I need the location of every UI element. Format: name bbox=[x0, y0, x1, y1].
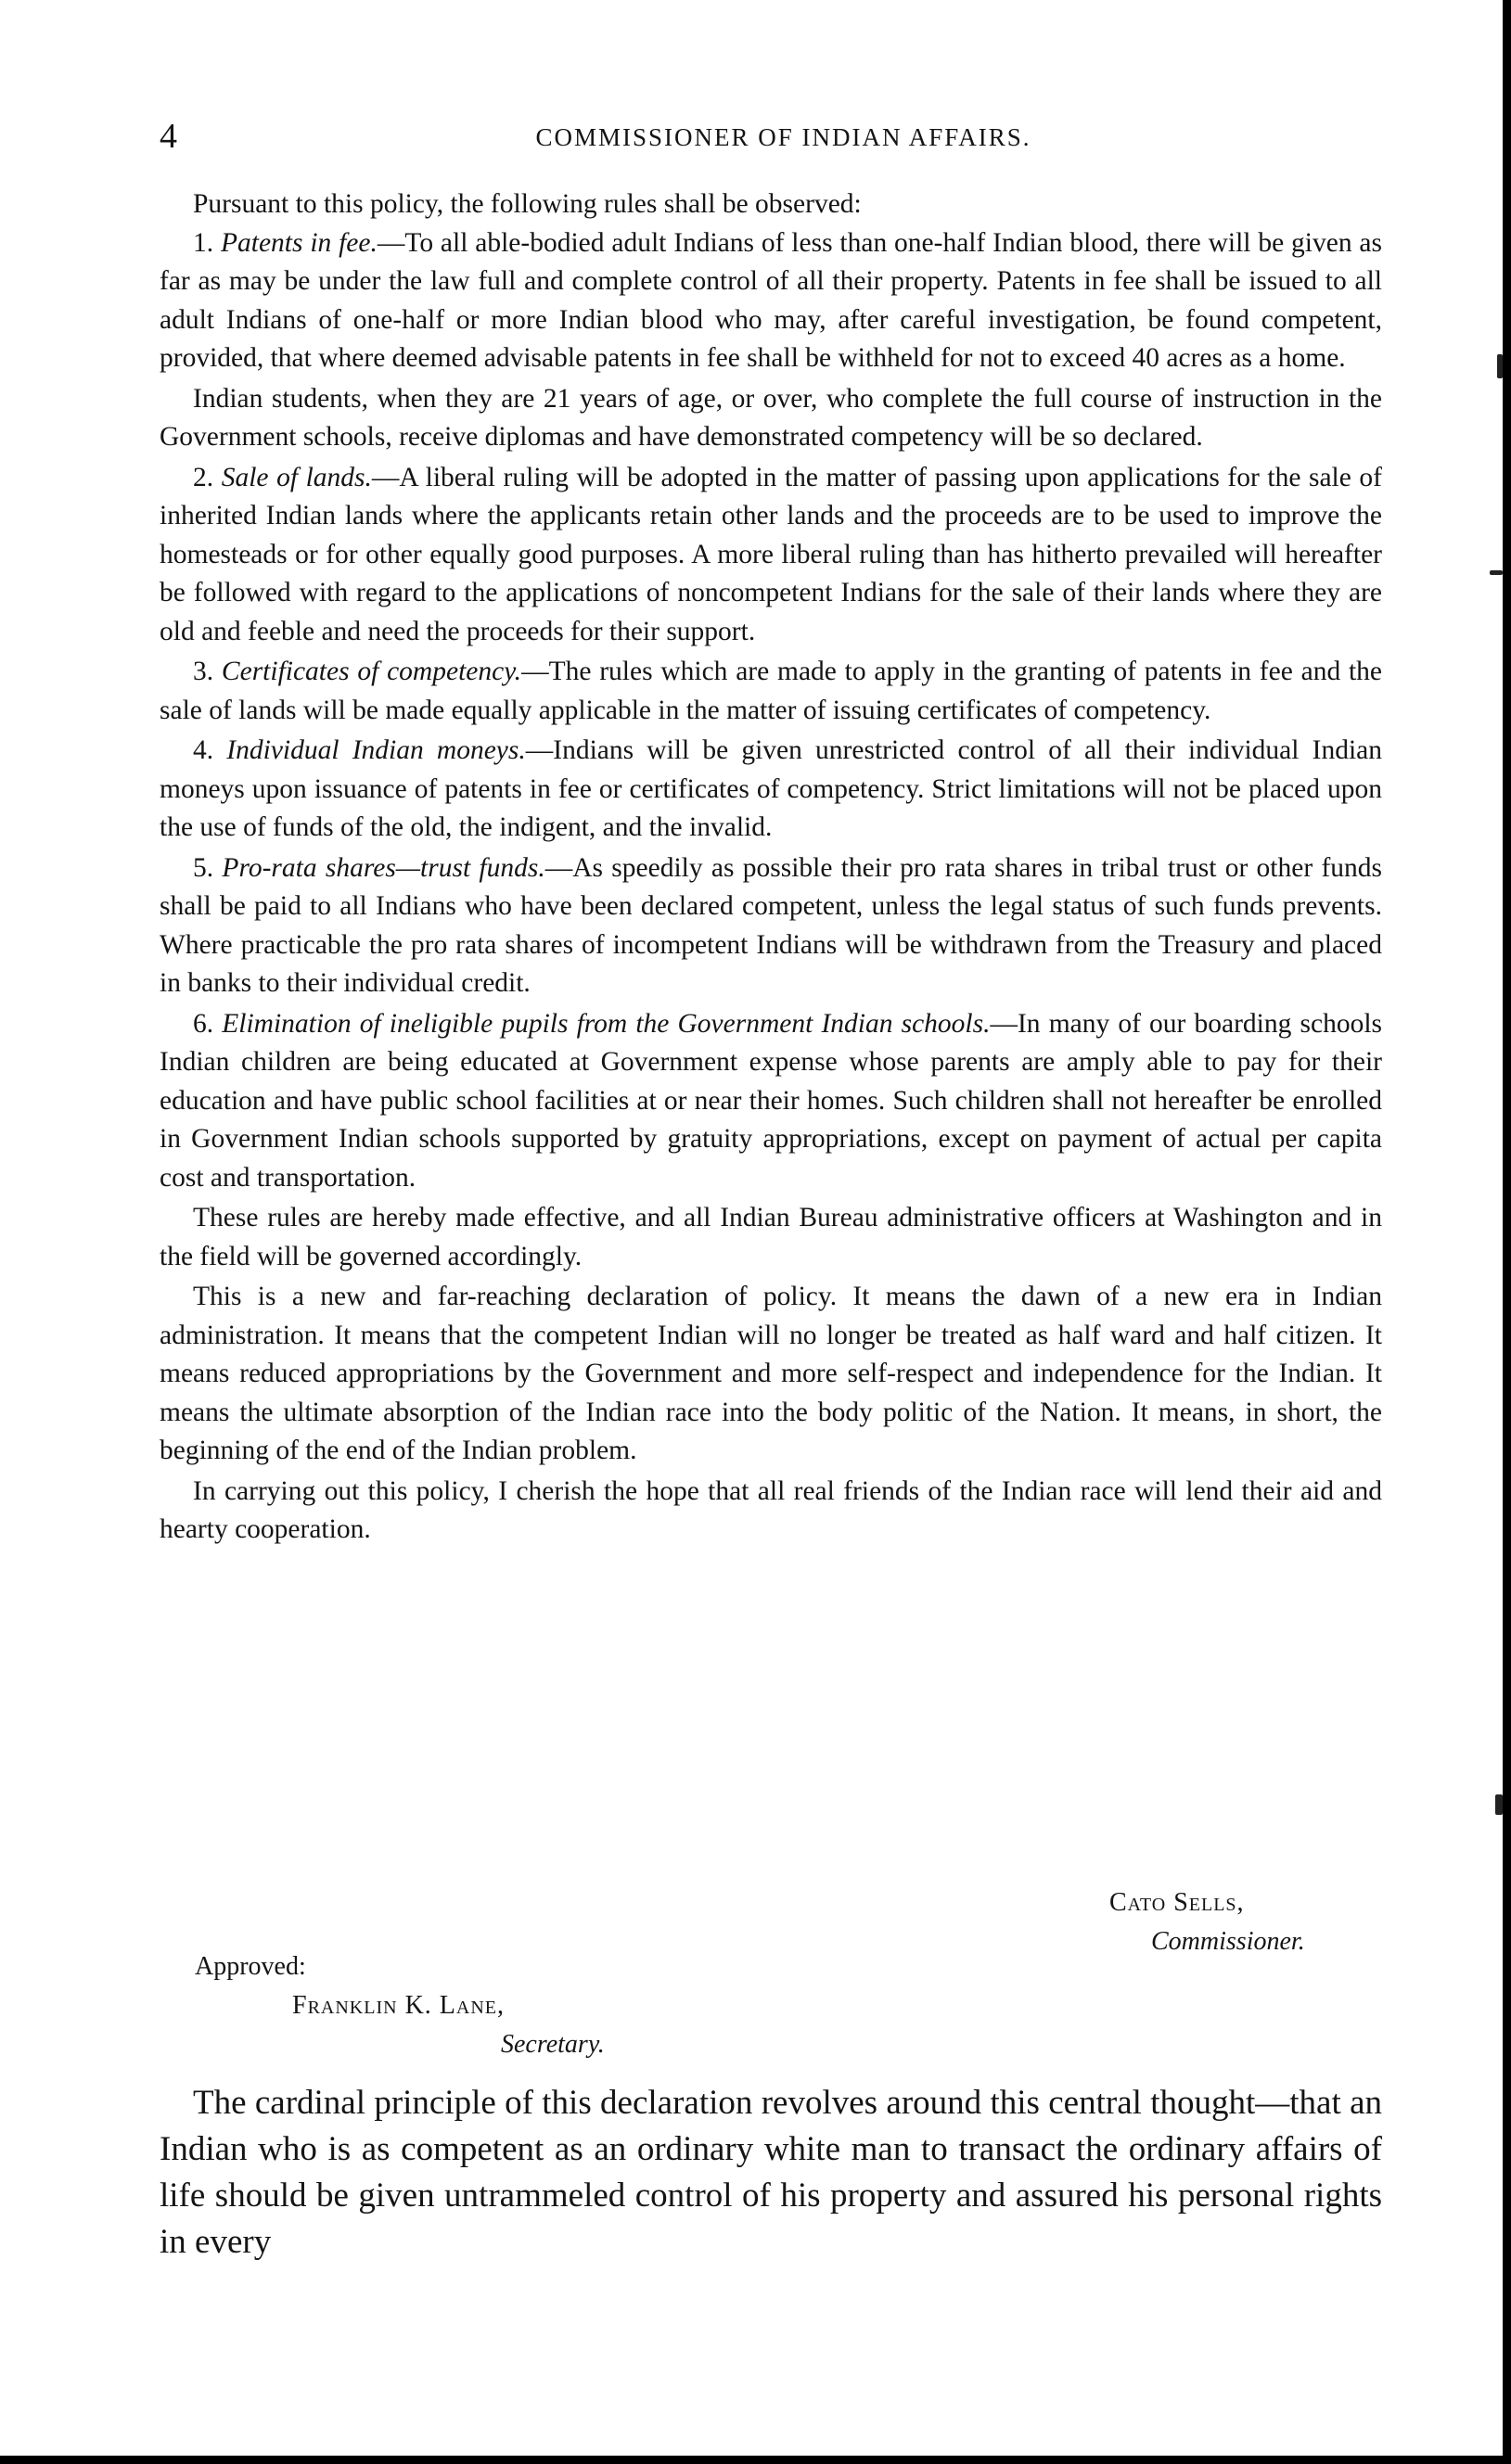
rule-4-number: 4. bbox=[193, 735, 214, 765]
signature-block bbox=[1109, 1883, 1305, 1961]
declaration-paragraph: This is a new and far-reaching declaration of policy. It means the dawn of a new era in Indian administration. It means that the competent Indian will no longer be treated as half ward and half citizen. It means reduced appropriations by the Government and more self-respect and independence for the Indian. It means the ultimate absorption of the Indian race into the body politic of the Nation. It means, in short, the beginning of the end of the Indian problem. bbox=[160, 1282, 1382, 1465]
page-header bbox=[160, 113, 1370, 160]
rule-3-paragraph bbox=[160, 653, 1382, 730]
rule-2-number: 2. bbox=[193, 462, 214, 492]
closing-text bbox=[160, 2080, 1382, 2266]
body-text bbox=[160, 185, 1382, 1550]
rule-4-text: —Indians will be given unrestricted control of all their individual Indian moneys upon issuance of patents in fee or certificates of competency. Strict limitations will not be placed upon the use of funds of the old, the indigent, and the invalid. bbox=[160, 735, 1382, 842]
rule-1-text: —To all able-bodied adult Indians of less than one-half Indian blood, there will be given as far as may be under the law full and complete control of all their property. Patents in fee shall be issued to all adult Indians of one-half or more Indian blood who may, after careful investigation, be found competent, provided, that where deemed advisable patents in fee shall be withheld for not to exceed 40 acres as a home. bbox=[160, 227, 1383, 373]
rule-2-title: Sale of lands. bbox=[221, 462, 372, 492]
students-paragraph: Indian students, when they are 21 years of age, or over, who complete the full course of instruction in the Government schools, receive diplomas and have demonstrated competency will be so declared. bbox=[160, 383, 1382, 452]
approval-block bbox=[195, 1947, 605, 2064]
hope-paragraph: In carrying out this policy, I cherish the hope that all real friends of the Indian race will lend their aid and hearty cooperation. bbox=[160, 1475, 1382, 1544]
rule-5-paragraph bbox=[160, 849, 1382, 1003]
signatory-name: Cato Sells, bbox=[1109, 1888, 1245, 1917]
rule-6-text: —In many of our boarding schools Indian children are being educated at Government expense whose parents are amply able to pay for their education and have public school facilities at or near their homes. Such children shall not hereafter be enrolled in Government Indian schools supported by gratuity appropriations, except on payment of actual per capita cost and transportation. bbox=[160, 1008, 1383, 1193]
signatory-title: Commissioner. bbox=[1151, 1927, 1305, 1956]
approver-title: Secretary. bbox=[501, 2030, 605, 2059]
rule-5-title: Pro-rata shares—trust funds. bbox=[222, 852, 545, 883]
rule-2-paragraph bbox=[160, 459, 1382, 652]
rule-3-title: Certificates of competency. bbox=[221, 657, 522, 686]
rule-4-paragraph bbox=[160, 732, 1382, 848]
scan-mark bbox=[1490, 570, 1503, 575]
rule-6-title: Elimination of ineligible pupils from the Government Indian schools. bbox=[222, 1008, 991, 1039]
approved-label: Approved: bbox=[195, 1952, 306, 1981]
rule-3-text: —The rules which are made to apply in the granting of patents in fee and the sale of lands will be made equally applicable in the matter of issuing certificates of competency. bbox=[160, 657, 1383, 725]
rule-5-text: —As speedily as possible their pro rata shares in tribal trust or other funds shall be paid to all Indians who have been declared competent, unless the legal status of such funds prevents. Where practicable the pro rata shares of incompetent Indians will be withdrawn from the Treasury and placed in banks to their individual credit. bbox=[160, 852, 1383, 998]
intro-paragraph: Pursuant to this policy, the following rules shall be observed: bbox=[193, 189, 862, 219]
rule-3-number: 3. bbox=[193, 657, 214, 686]
rule-1-title: Patents in fee. bbox=[220, 227, 378, 258]
page-edge-bottom bbox=[0, 2456, 1511, 2464]
closing-paragraph: The cardinal principle of this declaration revolves around this central thought—that an Indian who is as competent as an ordinary white man to transact the ordinary affairs of life should be given untrammeled control of his property and assured his personal rights in every bbox=[160, 2084, 1382, 2261]
rule-1-paragraph bbox=[160, 224, 1382, 378]
scan-mark bbox=[1495, 1794, 1503, 1815]
running-head: COMMISSIONER OF INDIAN AFFAIRS. bbox=[535, 123, 1031, 151]
rule-6-number: 6. bbox=[193, 1008, 214, 1039]
rule-1-number: 1. bbox=[193, 227, 214, 258]
rule-2-text: —A liberal ruling will be adopted in the matter of passing upon applications for the sale of inherited Indian lands where the applicants retain other lands and the proceeds are to be used to improve the homesteads or for other equally good purposes. A more liberal ruling than has hitherto prevailed will hereafter be followed with regard to the applications of noncompetent Indians for the sale of their lands where they are old and feeble and need the proceeds for their support. bbox=[160, 462, 1382, 646]
page-edge-right bbox=[1503, 0, 1511, 2464]
effective-paragraph: These rules are hereby made effective, and all Indian Bureau administrative officers at Washington and in the field will be governed accordingly. bbox=[160, 1203, 1382, 1271]
scan-mark bbox=[1497, 354, 1503, 378]
page-number: 4 bbox=[160, 117, 177, 156]
rule-5-number: 5. bbox=[193, 852, 214, 883]
approver-name: Franklin K. Lane, bbox=[292, 1991, 505, 2020]
rule-6-paragraph bbox=[160, 1005, 1382, 1198]
rule-4-title: Individual Indian moneys. bbox=[226, 735, 526, 765]
